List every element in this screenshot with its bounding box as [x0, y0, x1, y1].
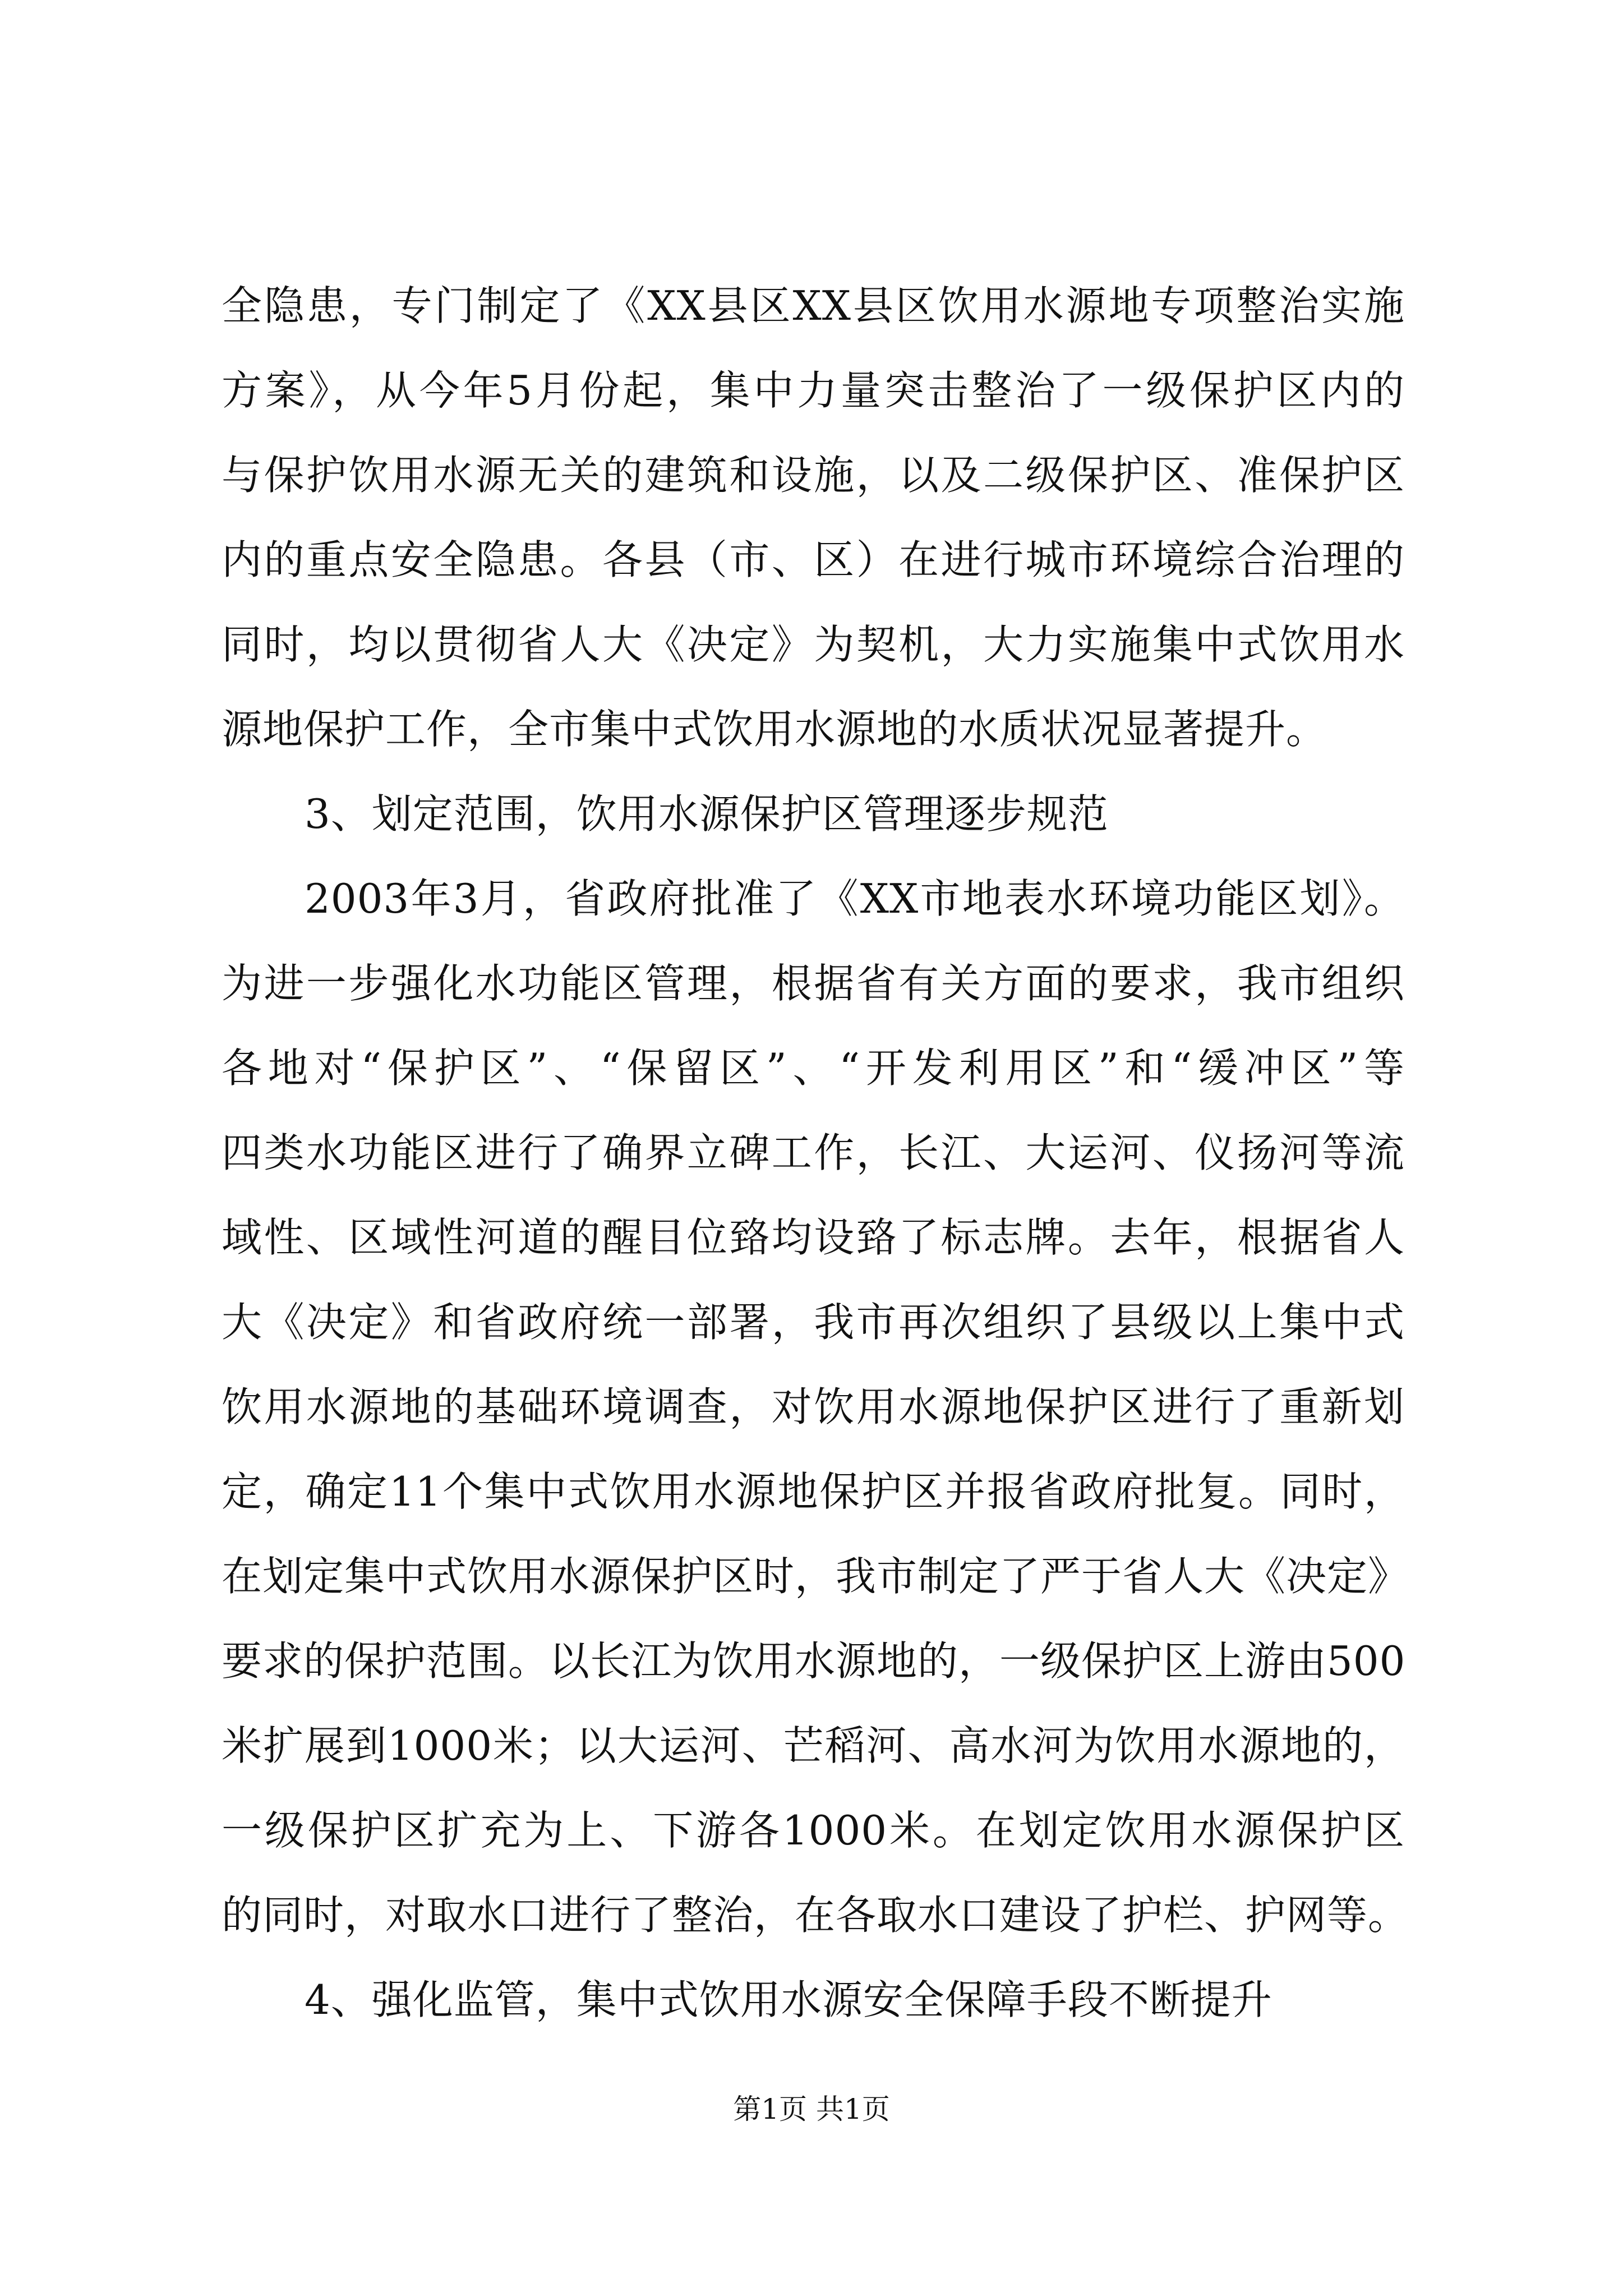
paragraph-line: 四类水功能区进行了确界立碑工作，长江、大运河、仪扬河等流 — [222, 1129, 1405, 1176]
paragraph-line: 域性、区域性河道的醒目位臵均设臵了标志牌。去年，根据省人 — [222, 1214, 1405, 1261]
paragraph-line: 大《决定》和省政府统一部署，我市再次组织了县级以上集中式 — [222, 1299, 1405, 1346]
document-body — [222, 264, 1409, 2042]
paragraph-line: 内的重点安全隐患。各县（市、区）在进行城市环境综合治理的 — [222, 536, 1405, 583]
paragraph-line: 全隐患，专门制定了《XX县区XX县区饮用水源地专项整治实施 — [222, 282, 1405, 329]
page-number-label: 第1页 共1页 — [733, 2093, 890, 2125]
paragraph-line: 为进一步强化水功能区管理，根据省有关方面的要求，我市组织 — [222, 960, 1405, 1007]
paragraph-line: 与保护饮用水源无关的建筑和设施，以及二级保护区、准保护区 — [222, 452, 1405, 499]
section-heading: 3、划定范围，饮用水源保护区管理逐步规范 — [305, 790, 1109, 838]
paragraph-line: 要求的保护范围。以长江为饮用水源地的，一级保护区上游由500 — [222, 1637, 1406, 1685]
section-heading: 4、强化监管，集中式饮用水源安全保障手段不断提升 — [305, 1976, 1272, 2023]
paragraph-line: 的同时，对取水口进行了整治，在各取水口建设了护栏、护网等。 — [222, 1892, 1409, 1939]
page-footer — [0, 2087, 1623, 2132]
paragraph-line: 在划定集中式饮用水源保护区时，我市制定了严于省人大《决定》 — [222, 1553, 1409, 1600]
paragraph-line: 方案》，从今年5月份起，集中力量突击整治了一级保护区内的 — [222, 367, 1405, 414]
paragraph-line: 各地对“保护区”、“保留区”、“开发利用区”和“缓冲区”等 — [222, 1045, 1405, 1092]
paragraph-line: 饮用水源地的基础环境调查，对饮用水源地保护区进行了重新划 — [222, 1383, 1405, 1430]
paragraph-line: 米扩展到1000米；以大运河、芒稻河、高水河为饮用水源地的， — [222, 1722, 1405, 1769]
paragraph-line: 源地保护工作，全市集中式饮用水源地的水质状况显著提升。 — [222, 706, 1327, 753]
paragraph-line: 一级保护区扩充为上、下游各1000米。在划定饮用水源保护区 — [222, 1807, 1405, 1854]
paragraph-line: 2003年3月，省政府批准了《XX市地表水环境功能区划》。 — [305, 875, 1405, 922]
paragraph-line: 同时，均以贯彻省人大《决定》为契机，大力实施集中式饮用水 — [222, 621, 1405, 668]
paragraph-line: 定，确定11个集中式饮用水源地保护区并报省政府批复。同时， — [222, 1468, 1405, 1515]
